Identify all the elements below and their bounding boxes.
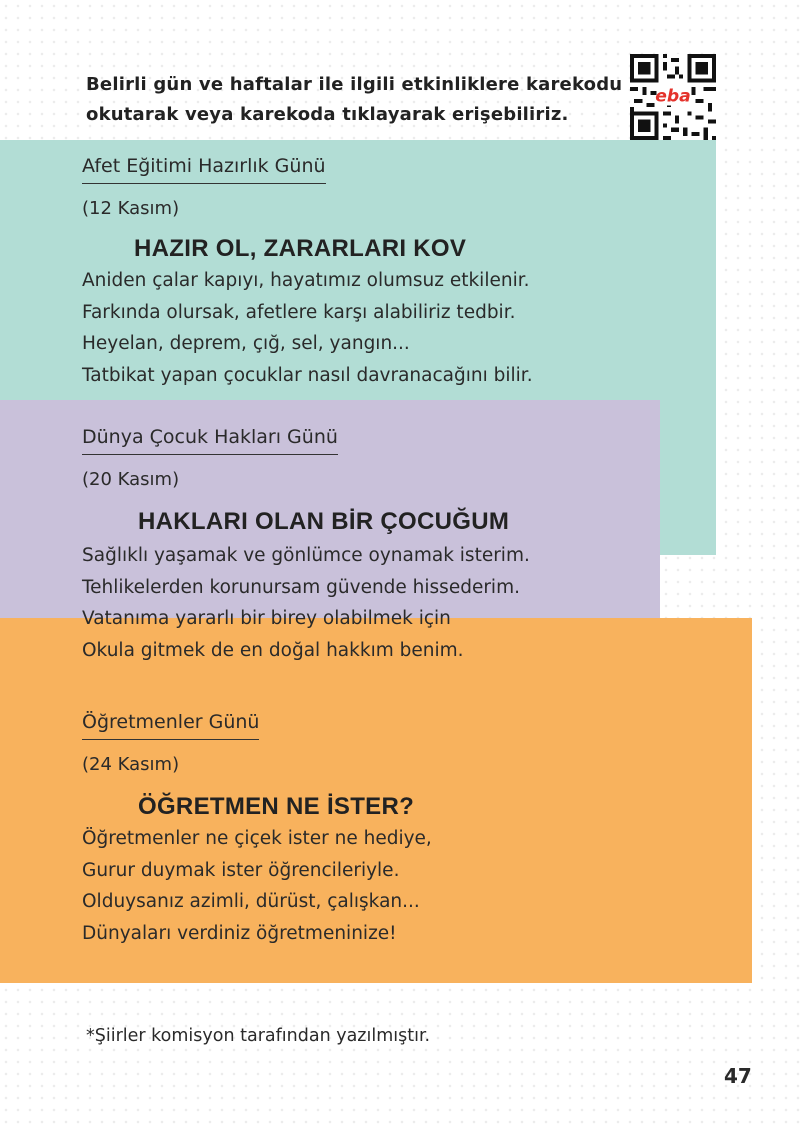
section-children-rights-day [82, 426, 530, 666]
poem-line: Öğretmenler ne çiçek ister ne hediye, [82, 828, 432, 849]
poem-lines [82, 265, 533, 391]
intro-text [86, 70, 623, 130]
poem-line: Vatanıma yararlı bir birey olabilmek için [82, 608, 451, 629]
poem-line: Tehlikelerden korunursam güvende hissederim. [82, 576, 520, 598]
poem-line: Gurur duymak ister öğrencileriyle. [82, 859, 400, 881]
poem-lines [82, 823, 432, 949]
poem-line: Farkında olursak, afetlere karşı alabiliriz tedbir. [82, 301, 516, 323]
section-heading: Dünya Çocuk Hakları Günü [82, 426, 338, 455]
footnote: *Şiirler komisyon tarafından yazılmıştır. [86, 1026, 431, 1046]
poem-line: Heyelan, deprem, çığ, sel, yangın... [82, 333, 410, 354]
section-heading: Öğretmenler Günü [82, 711, 259, 740]
poem-line: Olduysanız azimli, dürüst, çalışkan... [82, 891, 420, 912]
poem-line: Tatbikat yapan çocuklar nasıl davranacağını bilir. [82, 364, 533, 386]
poem-line: Dünyaları verdiniz öğretmeninize! [82, 922, 397, 944]
section-disaster-day [82, 155, 533, 391]
intro-line-2: okutarak veya karekoda tıklayarak erişebiliriz. [86, 104, 569, 125]
poem-line: Sağlıklı yaşamak ve gönlümce oynamak isterim. [82, 545, 530, 566]
poem-lines [82, 540, 530, 666]
intro-line-1: Belirli gün ve haftalar ile ilgili etkinliklere karekodu [86, 74, 623, 95]
poem-line: Aniden çalar kapıyı, hayatımız olumsuz etkilenir. [82, 270, 530, 291]
poem-title: ÖĞRETMEN NE İSTER? [138, 793, 415, 820]
poem-line: Okula gitmek de en doğal hakkım benim. [82, 639, 464, 661]
section-teachers-day [82, 711, 432, 949]
eba-logo: eba [655, 86, 691, 107]
poem-title: HAZIR OL, ZARARLARI KOV [134, 235, 467, 262]
poem-title: HAKLARI OLAN BİR ÇOCUĞUM [138, 508, 510, 535]
section-date: (24 Kasım) [82, 754, 180, 775]
section-date: (12 Kasım) [82, 198, 180, 219]
section-date: (20 Kasım) [82, 469, 180, 490]
section-heading: Afet Eğitimi Hazırlık Günü [82, 155, 326, 184]
qr-code-icon[interactable] [630, 54, 716, 140]
page-number: 47 [724, 1064, 752, 1088]
